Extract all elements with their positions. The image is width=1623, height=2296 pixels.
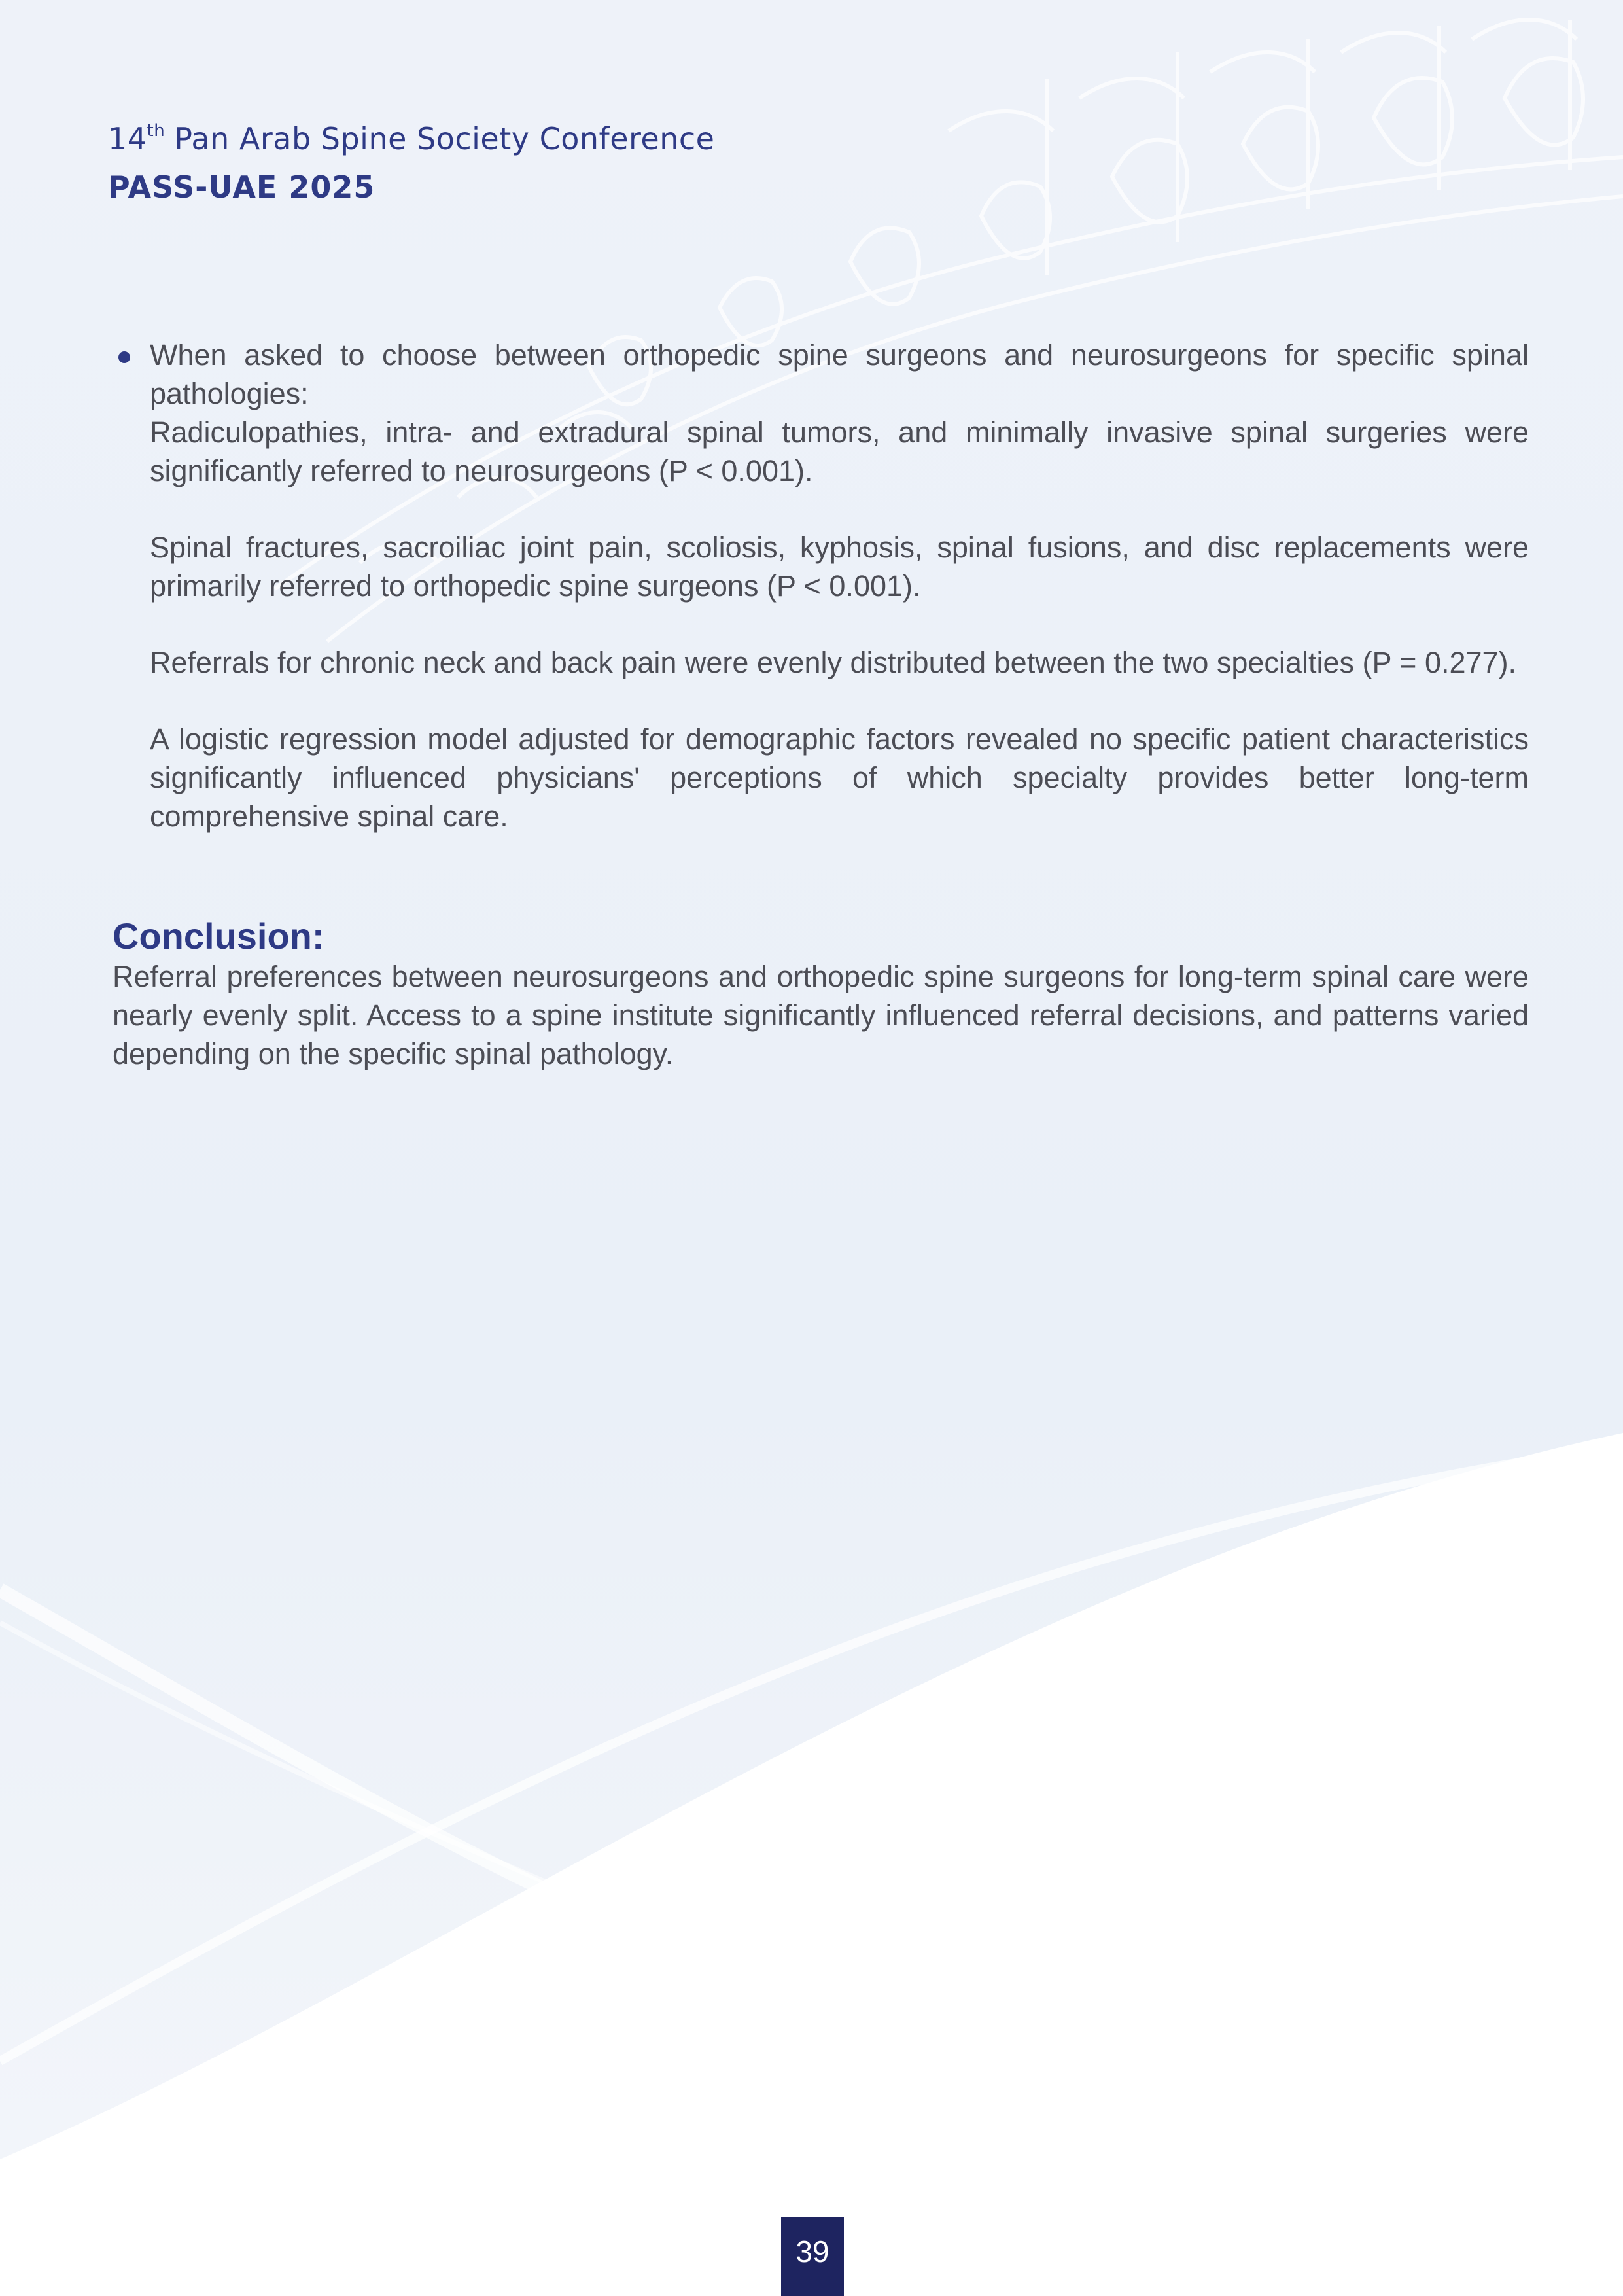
conference-header [108,121,714,205]
event-code: PASS-UAE 2025 [108,169,375,205]
conclusion-text: Referral preferences between neurosurgeons and orthopedic spine surgeons for long-term spinal care were nearly evenly split. Access to a spine institute significantly influenced referral decisions, and patterns varied depending on the specific spinal pathology. [113,960,1529,1070]
result-paragraph-2: Spinal fractures, sacroiliac joint pain, scoliosis, kyphosis, spinal fusions, and disc replacements were primarily referred to orthopedic spine surgeons (P < 0.001). [150,531,1529,603]
main-content [113,336,1529,1073]
result-paragraph-3: Referrals for chronic neck and back pain were evenly distributed between the two specialties (P = 0.277). [150,646,1517,679]
result-paragraph-1: Radiculopathies, intra- and extradural spinal tumors, and minimally invasive spinal surgeries were significantly referred to neurosurgeons (P < 0.001). [150,415,1529,487]
bullet-intro: When asked to choose between orthopedic spine surgeons and neurosurgeons for specific spinal pathologies: [150,338,1529,410]
ordinal-suffix: th [147,121,166,141]
conference-title [108,121,714,156]
ordinal-number: 14 [108,121,147,156]
bullet-dot-icon [118,351,130,363]
results-list [113,336,1529,836]
result-paragraph-4: A logistic regression model adjusted for demographic factors revealed no specific patient characteristics significantly influenced physicians' perceptions of which specialty provides better long-term comprehensive spinal care. [150,722,1529,833]
page-number: 39 [781,2217,844,2296]
list-item [113,336,1529,836]
conference-name: Pan Arab Spine Society Conference [174,121,715,156]
conclusion-heading: Conclusion: [113,915,324,957]
